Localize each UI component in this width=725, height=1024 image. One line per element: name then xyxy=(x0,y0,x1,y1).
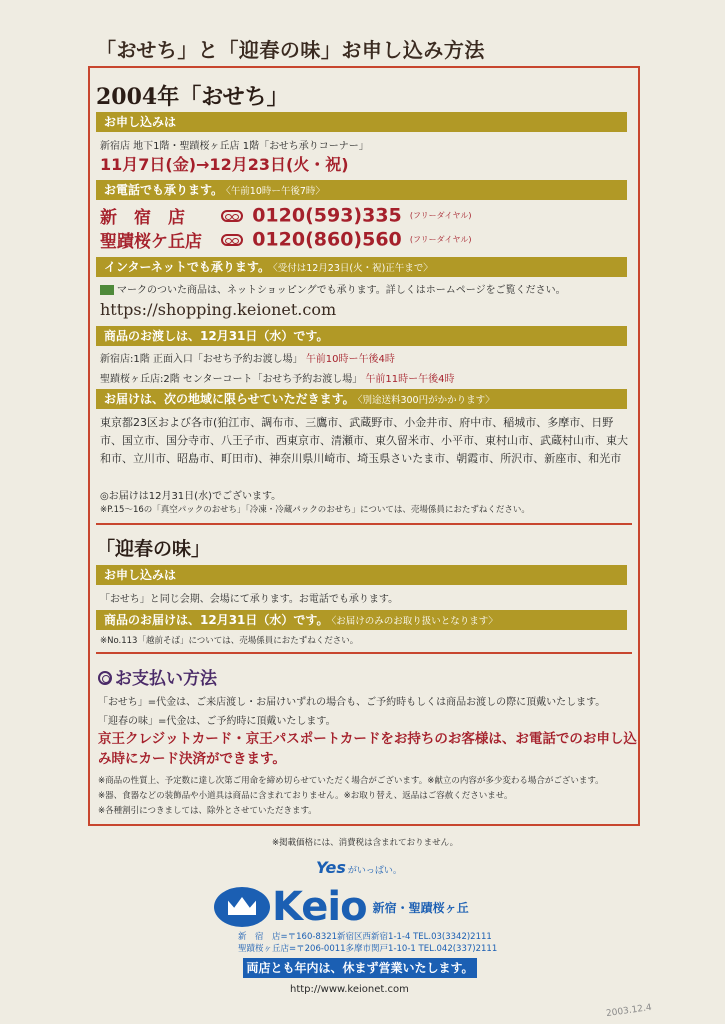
osechi-apply-dates: 11月7日(金)→12月23日(火・祝) xyxy=(100,155,349,174)
slogan-yes: Yes xyxy=(316,858,346,877)
slogan xyxy=(316,858,402,877)
osechi-delivery-bar xyxy=(96,389,627,409)
geishun-apply-bar xyxy=(96,565,627,585)
internet-mark-icon xyxy=(100,285,114,295)
geishun-delivery-bar-note: 〈お届けのみのお取り扱いとなります〉 xyxy=(331,616,498,627)
store-address: 聖蹟桜ヶ丘店=〒206-0011多摩市関戸1-10-1 TEL.042(337)2111 xyxy=(238,944,498,954)
double-circle-icon xyxy=(98,671,112,685)
osechi-heading: 2004年「おせち」 xyxy=(96,84,289,110)
geishun-delivery-bar xyxy=(96,610,627,630)
section-divider xyxy=(96,652,632,654)
keio-crown-icon xyxy=(214,887,270,927)
phone-number[interactable]: 0120(593)335 xyxy=(252,204,402,227)
keio-wordmark: Keio xyxy=(272,884,367,930)
geishun-delivery-bar-label: 商品のお届けは、12月31日（水）です。 xyxy=(104,613,329,627)
open-band: 両店とも年内は、休まず営業いたします。 xyxy=(243,958,477,978)
keio-logo xyxy=(214,884,469,928)
delivery-area-text: 東京都23区および各市(狛江市、調布市、三鷹市、武蔵野市、小金井市、府中市、稲城市、多摩市、日野市、国立市、国分寺市、八王子市、西東京市、清瀬市、東久留米市、小平市、東村山市、武蔵村山市、東大和市、立川市、昭島市、町田市)、神奈川県川崎市、埼玉県さいたま市、朝霞市、所沢市、新座市、和光市 xyxy=(100,416,628,465)
payment-note: ※各種割引につきましては、除外とさせていただきます。 xyxy=(98,806,317,816)
handover-time: 午前11時ー午後4時 xyxy=(365,374,455,385)
osechi-internet-bar xyxy=(96,257,627,277)
payment-heading-text: お支払い方法 xyxy=(115,669,217,689)
tax-note: ※掲載価格には、消費税は含まれておりません。 xyxy=(272,838,459,848)
delivery-note: ※P.15〜16の「真空パックのおせち」「冷凍・冷蔵パックのおせち」については、売場係員におたずねください。 xyxy=(100,505,530,515)
store-address: 新 宿 店=〒160-8321新宿区西新宿1-1-4 TEL.03(3342)2111 xyxy=(238,932,492,942)
page-title: 「おせち」と「迎春の味」お申し込み方法 xyxy=(96,38,485,62)
keio-site-link[interactable]: http://www.keionet.com xyxy=(290,984,409,995)
payment-note: ※商品の性質上、予定数に達し次第ご用命を締め切らせていただく場合がございます。※献立の内容が多少変わる場合がございます。 xyxy=(98,776,604,786)
osechi-handover-bar-label: 商品のお渡しは、12月31日（水）です。 xyxy=(104,329,329,343)
geishun-heading: 「迎春の味」 xyxy=(96,538,211,560)
payment-line: 「迎春の味」=代金は、ご予約時に頂戴いたします。 xyxy=(98,716,336,727)
osechi-phone-bar xyxy=(96,180,627,200)
handover-place: 聖蹟桜ヶ丘店:2階 センターコート「おせち予約お渡し場」 xyxy=(100,374,363,385)
free-dial-note: (フリーダイヤル) xyxy=(409,211,472,220)
card-payment-text: 京王クレジットカード・京王パスポートカードをお持ちのお客様は、お電話でのお申し込み時にカード決済ができます。 xyxy=(98,731,637,767)
osechi-apply-place: 新宿店 地下1階・聖蹟桜ヶ丘店 1階「おせち承りコーナー」 xyxy=(100,141,369,152)
phone-row-seiseki xyxy=(100,227,472,251)
geishun-apply-bar-label: お申し込みは xyxy=(104,568,177,582)
handover-row-shinjuku xyxy=(100,350,395,365)
phone-number[interactable]: 0120(860)560 xyxy=(252,228,402,251)
phone-row-shinjuku xyxy=(100,203,472,227)
handover-row-seiseki xyxy=(100,370,455,385)
delivery-date-text: ◎お届けは12月31日(水)でございます。 xyxy=(100,491,282,502)
osechi-delivery-bar-note: 〈別途送料300円がかかります〉 xyxy=(357,395,495,406)
payment-heading xyxy=(98,664,217,689)
section-divider xyxy=(96,523,632,525)
handover-place: 新宿店:1階 正面入口「おせち予約お渡し場」 xyxy=(100,354,303,365)
geishun-apply-text: 「おせち」と同じ会期、会場にて承ります。お電話でも承ります。 xyxy=(100,594,399,605)
handwritten-date-stamp: 2003.12.4 xyxy=(605,1002,653,1020)
phone-store-name: 聖蹟桜ケ丘店 xyxy=(100,232,202,252)
payment-line: 「おせち」=代金は、ご来店渡し・お届けいずれの場合も、ご予約時もしくは商品お渡しの際に頂戴いたします。 xyxy=(98,697,606,708)
phone-store-name: 新 宿 店 xyxy=(100,208,185,228)
geishun-delivery-note: ※No.113「越前そば」については、売場係員におたずねください。 xyxy=(100,636,359,646)
osechi-internet-bar-note: 〈受付は12月23日(火・祝)正午まで〉 xyxy=(272,263,433,274)
osechi-apply-bar-label: お申し込みは xyxy=(104,115,177,129)
shopping-url-link[interactable]: https://shopping.keionet.com xyxy=(100,300,337,319)
osechi-apply-bar xyxy=(96,112,627,132)
osechi-handover-bar xyxy=(96,326,627,346)
tel-icon xyxy=(221,234,243,246)
keio-store-names: 新宿・聖蹟桜ヶ丘 xyxy=(372,900,469,915)
osechi-phone-bar-note: 〈午前10時ー午後7時〉 xyxy=(226,186,325,197)
osechi-internet-bar-label: インターネットでも承ります。 xyxy=(104,260,270,274)
handover-time: 午前10時ー午後4時 xyxy=(305,354,395,365)
osechi-phone-bar-label: お電話でも承ります。 xyxy=(104,183,224,197)
free-dial-note: (フリーダイヤル) xyxy=(409,235,472,244)
internet-text: マークのついた商品は、ネットショッピングでも承ります。詳しくはホームページをご覧ください。 xyxy=(117,285,566,296)
internet-text-row xyxy=(100,281,566,296)
slogan-rest: がいっぱい。 xyxy=(347,866,402,876)
tel-icon xyxy=(221,210,243,222)
payment-note: ※器、食器などの装飾品や小道具は商品に含まれておりません。※お取り替え、返品はご容赦くださいませ。 xyxy=(98,791,513,801)
osechi-delivery-bar-label: お届けは、次の地域に限らせていただきます。 xyxy=(104,392,355,406)
